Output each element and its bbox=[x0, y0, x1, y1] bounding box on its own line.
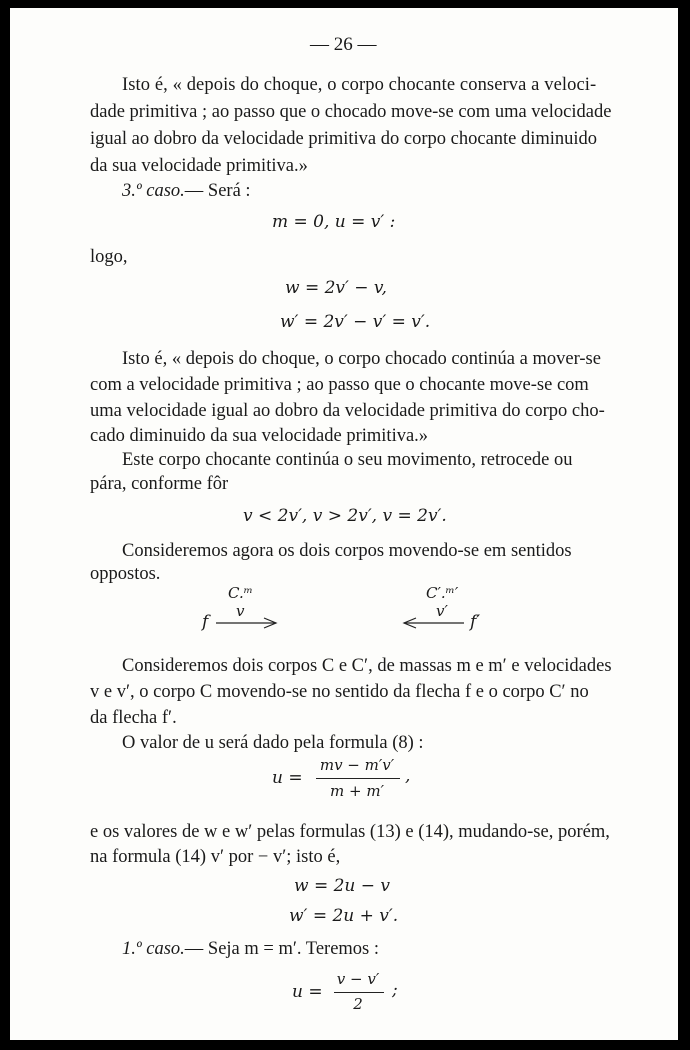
fraction2-lhs: u = bbox=[292, 982, 323, 1002]
para3-line: Este corpo chocante continúa o seu movimento, retrocede ou bbox=[122, 450, 573, 470]
equation-w: w = 2v′ − v, bbox=[285, 278, 387, 298]
logo-word: logo, bbox=[90, 247, 128, 267]
left-flag-label: f bbox=[202, 612, 209, 632]
case3-heading bbox=[122, 178, 251, 204]
para5-line: da flecha f′. bbox=[90, 708, 177, 728]
para2-line: Isto é, « depois do choque, o corpo chocado continúa a mover-se bbox=[122, 349, 601, 369]
equation-w-u: w = 2u − v bbox=[294, 876, 391, 896]
fraction1-tail: , bbox=[405, 766, 411, 786]
right-flag-label: f′ bbox=[470, 612, 481, 632]
para5-line: Consideremos dois corpos C e C′, de massas m e m′ e velocidades bbox=[122, 656, 612, 676]
equation-m-zero: m = 0, u = v′ : bbox=[272, 212, 396, 232]
fraction1-numerator: mv − m′v′ bbox=[319, 756, 395, 774]
para2-line: uma velocidade igual ao dobro da velocidade primitiva do corpo cho- bbox=[90, 401, 605, 421]
case1-text: — Seja m = m′. Teremos : bbox=[184, 939, 380, 959]
right-arrow-icon bbox=[214, 616, 278, 630]
para1-line: dade primitiva ; ao passo que o chocado move-se com uma velocidade bbox=[90, 102, 612, 122]
fraction2-bar bbox=[334, 992, 384, 993]
para1-line: da sua velocidade primitiva.» bbox=[90, 156, 308, 176]
case3-text: — Será : bbox=[184, 181, 251, 201]
page bbox=[10, 8, 678, 1040]
para6-line: O valor de u será dado pela formula (8) : bbox=[122, 733, 424, 753]
para7-line: na formula (14) v′ por − v′; isto é, bbox=[90, 847, 341, 867]
para7-line: e os valores de w e w′ pelas formulas (13) e (14), mudando-se, porém, bbox=[90, 822, 610, 842]
para5-line: v e v′, o corpo C movendo-se no sentido da flecha f e o corpo C′ no bbox=[90, 682, 589, 702]
case1-label: 1.º caso. bbox=[122, 939, 185, 959]
case3-label: 3.º caso. bbox=[122, 181, 185, 201]
fraction2-tail: ; bbox=[392, 980, 398, 1000]
equation-inequalities: v < 2v′, v > 2v′, v = 2v′. bbox=[243, 506, 447, 526]
para2-line: com a velocidade primitiva ; ao passo que o chocante move-se com bbox=[90, 375, 589, 395]
fraction1-denominator: m + m′ bbox=[330, 782, 384, 800]
para4-line: Consideremos agora os dois corpos movendo-se em sentidos bbox=[122, 541, 572, 561]
para4-line: oppostos. bbox=[90, 564, 161, 584]
fraction2-denominator: 2 bbox=[353, 995, 363, 1013]
equation-w-prime: w′ = 2v′ − v′ = v′. bbox=[280, 312, 431, 332]
left-body-label: C.ᵐ bbox=[228, 584, 253, 602]
left-arrow-icon bbox=[402, 616, 466, 630]
para1-line: igual ao dobro da velocidade primitiva do corpo chocante diminuido bbox=[90, 129, 598, 149]
para1-line: Isto é, « depois do choque, o corpo chocante conserva a veloci- bbox=[122, 75, 597, 95]
page-number: — 26 — bbox=[310, 34, 377, 55]
fraction1-lhs: u = bbox=[272, 768, 303, 788]
equation-w-prime-u: w′ = 2u + v′. bbox=[289, 906, 399, 926]
para3-line: pára, conforme fôr bbox=[90, 474, 229, 494]
fraction1-bar bbox=[316, 778, 400, 779]
fraction2-numerator: v − v′ bbox=[336, 970, 380, 988]
right-body-label: C′.ᵐ′ bbox=[426, 584, 459, 602]
case1-heading bbox=[122, 936, 379, 962]
left-velocity-label: v bbox=[236, 602, 245, 620]
right-velocity-label: v′ bbox=[436, 602, 448, 620]
para2-line: cado diminuido da sua velocidade primitiva.» bbox=[90, 426, 429, 446]
